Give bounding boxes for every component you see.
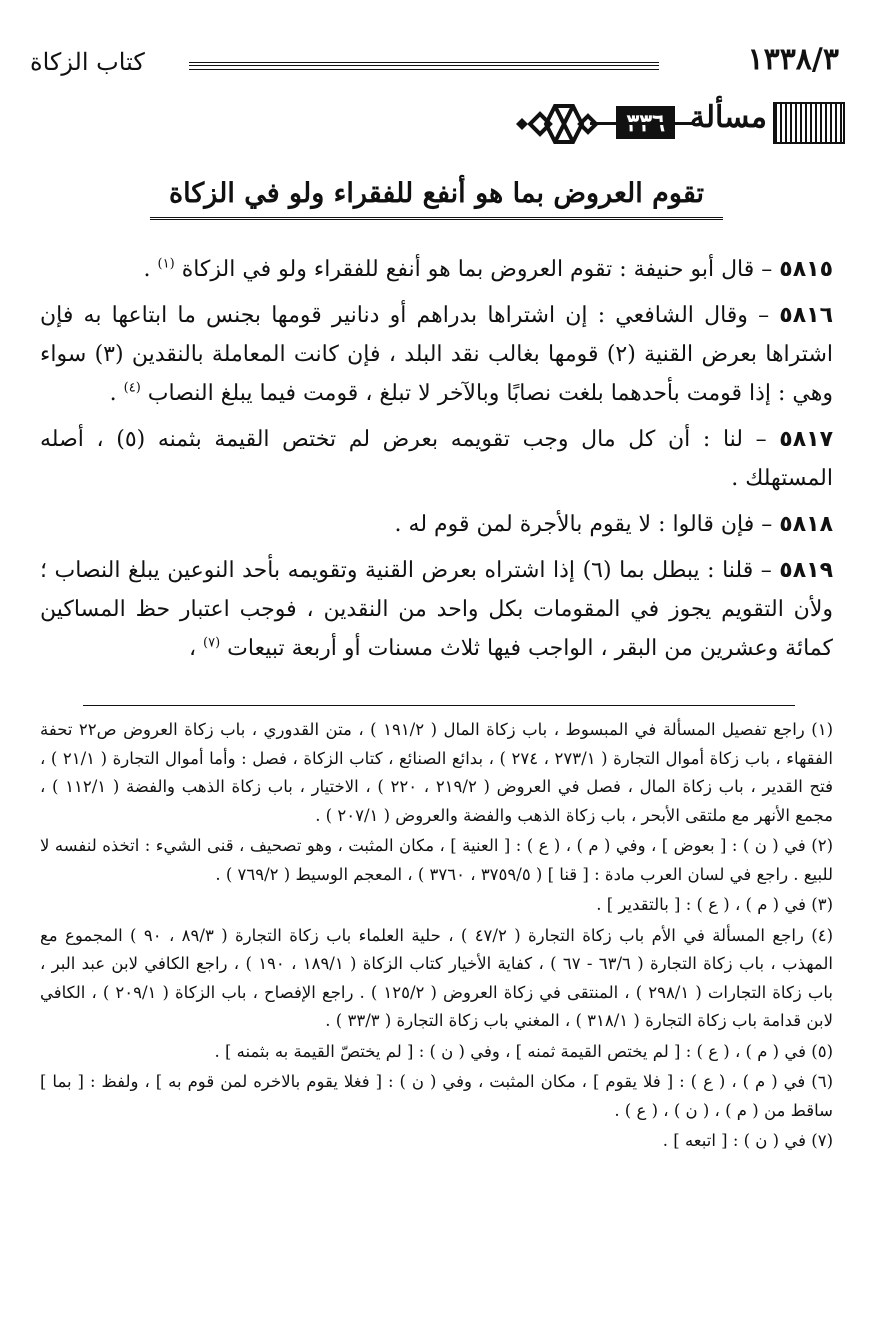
paragraph-tail: .	[143, 257, 158, 282]
paragraph-tail: .	[394, 512, 409, 537]
paragraph-number: ٥٨١٧	[779, 427, 833, 452]
paragraph: ٥٨١٧ – لنا : أن كل مال وجب تقويمه بعرض لم تختص القيمة بثمنه (٥) ، أصله المستهلك .	[40, 427, 833, 491]
paragraph-tail: .	[109, 381, 124, 406]
paragraph-text: فإن قالوا : لا يقوم بالأجرة لمن قوم له	[408, 512, 755, 537]
footnote: (٣) في ( م ) ، ( ع ) : [ بالتقدير ] .	[596, 895, 833, 914]
paragraph-text: قلنا : يبطل بما (٦) إذا اشتراه بعرض القنية وتقويمه بأحد النوعين يبلغ النصاب ؛ ولأن التقويم يجوز في المقومات بكل واحد من النقدين ، فوجب اعتبار حظ المساكين كمائة وعشرين من البقر ، الواجب فيها ثلاث مسنات أو أربعة تبيعات	[40, 558, 833, 661]
footnote: (٢) في ( ن ) : [ بعوض ] ، وفي ( م ) ، ( ع ) : [ العنية ] ، مكان المثبت ، وهو تصحيف ، قنى الشيء : اتخذه لنفسه لا للبيع . راجع في لسان العرب مادة : [ قنا ] ( ٣٧٥٩/٥ ، ٣٧٦٠ ) ، المعجم الوسيط ( ٧٦٩/٢ ) .	[40, 836, 833, 884]
masala-number: ٣٣٦	[616, 106, 675, 139]
paragraph-tail: ،	[188, 636, 204, 661]
footnote-separator	[83, 705, 795, 706]
paragraph: ٥٨١٩ – قلنا : يبطل بما (٦) إذا اشتراه بعرض القنية وتقويمه بأحد النوعين يبلغ النصاب ؛ ولأن التقويم يجوز في المقومات بكل واحد من النقدين ، فوجب اعتبار حظ المساكين كمائة وعشرين من البقر ، الواجب فيها ثلاث مسنات أو أربعة تبيعات $^{(٧)}$ ،	[40, 558, 833, 661]
paragraph: ٥٨١٦ – وقال الشافعي : إن اشتراها بدراهم أو دنانير قومها بجنس ما ابتاعها به فإن اشتراها بعرض القنية (٢) قومها بغالب نقد البلد ، فإن كانت المعاملة بالنقدين (٣) سواء وهي : إذا قومت بأحدهما بلغت نصابًا وبالآخر لا تبلغ ، قومت فيما يبلغ النصاب $^{(٤)}$ .	[40, 303, 833, 406]
footnote: (٤) راجع المسألة في الأم باب زكاة التجارة ( ٤٧/٢ ) ، حلية العلماء باب زكاة التجارة ( ٨٩/٣ ، ٩٠ ) المجموع مع المهذب ، باب زكاة التجارة ( ٦٣/٦ - ٦٧ ) ، كفاية الأخيار كتاب الزكاة ( ١٨٩/١ ، ١٩٠ ) ، راجع الكافي لابن عبد البر ، باب زكاة التجارات ( ٢٩٨/١ ) ، المنتقى في زكاة العروض ( ١٢٥/٢ ) . راجع الإفصاح ، باب الزكاة ( ٢٠٩/١ ) ، الكافي لابن قدامة باب زكاة التجارة ( ٣١٨/١ ) ، المغني باب زكاة التجارة ( ٣٣/٣ ) .	[40, 925, 833, 1030]
footnote-marker: (٤)	[123, 380, 141, 396]
paragraph: ٥٨١٨ – فإن قالوا : لا يقوم بالأجرة لمن قوم له .	[394, 512, 833, 537]
paragraph-number: ٥٨١٦	[779, 303, 833, 328]
paragraph-number: ٥٨١٨	[779, 512, 833, 537]
paragraph-number: ٥٨١٩	[779, 558, 833, 583]
running-head	[24, 42, 849, 82]
book-title: كتاب الزكاة	[30, 48, 145, 76]
section-title: تقوم العروض بما هو أنفع للفقراء ولو في الزكاة	[150, 178, 723, 220]
hatch-ornament-icon	[773, 102, 845, 144]
footnote: (٧) في ( ن ) : [ اتبعه ] .	[662, 1131, 833, 1150]
masala-word: مسألة	[689, 100, 767, 135]
masala-banner	[520, 96, 845, 152]
paragraph-number: ٥٨١٥	[779, 257, 833, 282]
geometric-ornament-icon	[510, 96, 610, 152]
page-number: ١٣٣٨/٣	[747, 42, 839, 77]
head-rule	[189, 62, 659, 70]
footnote: (١) راجع تفصيل المسألة في المبسوط ، باب زكاة المال ( ١٩١/٢ ) ، متن القدوري ، باب زكاة العروض ص٢٢ تحفة الفقهاء ، باب زكاة أموال التجارة ( ٢٧٣/١ ، ٢٧٤ ) ، بدائع الصنائع ، كتاب الزكاة ، فصل : وأما أموال التجارة ( ٢١/١ ) ، فتح القدير ، باب زكاة المال ، فصل في العروض ( ٢١٩/٢ ، ٢٢٠ ) ، الاختيار ، باب زكاة الذهب والفضة ( ١١٢/١ ) ، مجمع الأنهر مع ملتقى الأبحر ، باب زكاة الذهب والفضة والعروض ( ٢٠٧/١ ) .	[40, 720, 833, 825]
paragraph: ٥٨١٥ – قال أبو حنيفة : تقوم العروض بما هو أنفع للفقراء ولو في الزكاة $^{(١)}$ .	[143, 256, 833, 282]
footnote-marker: (٧)	[203, 635, 221, 651]
footnote: (٥) في ( م ) ، ( ع ) : [ لم يختص القيمة ثمنه ] ، وفي ( ن ) : [ لم يختصّ القيمة به بثمنه ] .	[214, 1041, 833, 1061]
paragraph-text: لنا : أن كل مال وجب تقويمه بعرض لم تختص القيمة بثمنه (٥) ، أصله المستهلك	[40, 427, 833, 491]
paragraph-text: قال أبو حنيفة : تقوم العروض بما هو أنفع للفقراء ولو في الزكاة	[181, 257, 755, 282]
footnote-marker: (١)	[157, 256, 175, 272]
footnotes	[40, 716, 833, 1158]
paragraph-tail: .	[731, 466, 746, 491]
main-text	[40, 250, 833, 675]
footnote: (٦) في ( م ) ، ( ع ) : [ فلا يقوم ] ، مكان المثبت ، وفي ( ن ) : [ فغلا يقوم بالاخره لمن قوم به ] ، ولفظ : [ بما ] ساقط من ( م ) ، ( ن ) ، ( ع ) .	[40, 1072, 833, 1120]
paragraph-text: وقال الشافعي : إن اشتراها بدراهم أو دنانير قومها بجنس ما ابتاعها به فإن اشتراها بعرض القنية (٢) قومها بغالب نقد البلد ، فإن كانت المعاملة بالنقدين (٣) سواء وهي : إذا قومت بأحدهما بلغت نصابًا وبالآخر لا تبلغ ، قومت فيما يبلغ النصاب	[40, 303, 833, 406]
